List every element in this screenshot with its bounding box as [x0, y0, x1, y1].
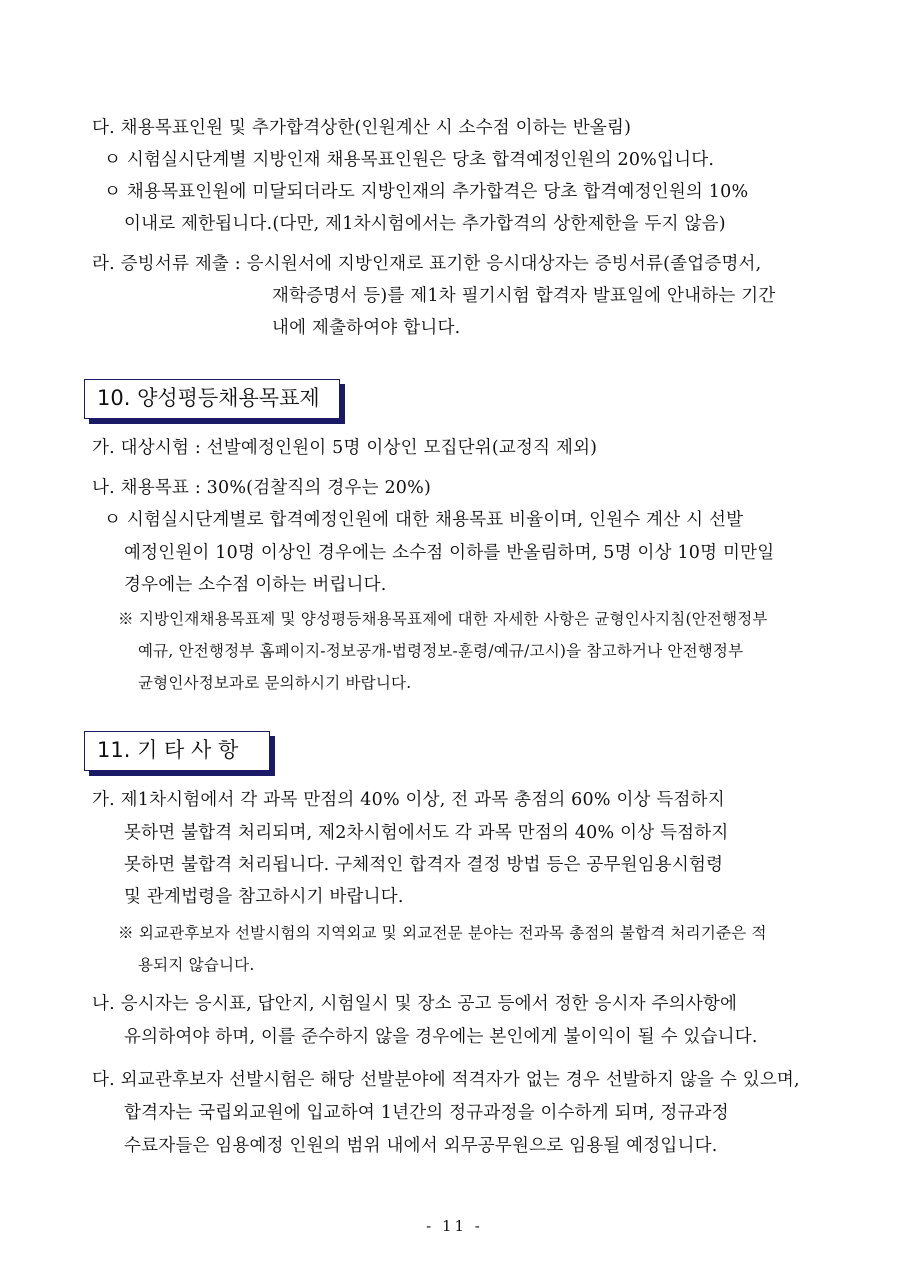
page-number: - 11 -: [426, 1217, 483, 1235]
sec11-note-line-2: 용되지 않습니다.: [138, 956, 255, 974]
sec-ra-line-3: 내에 제출하여야 합니다.: [272, 318, 461, 338]
section-11-heading: 11. 기 타 사 항: [84, 731, 270, 771]
sec-da-bullet-1: ㅇ 시험실시단계별 지방인재 채용목표인원은 당초 합격예정인원의 20%입니다.: [104, 150, 715, 170]
sec10-bullet-line-2: 예정인원이 10명 이상인 경우에는 소수점 이하를 반올림하며, 5명 이상 10명 미만일: [124, 543, 775, 563]
sec-da-title: 다. 채용목표인원 및 추가합격상한(인원계산 시 소수점 이하는 반올림): [92, 118, 632, 138]
sec11-ga-line-3: 못하면 불합격 처리됩니다. 구체적인 합격자 결정 방법 등은 공무원임용시험령: [124, 855, 724, 875]
sec11-da-line-3: 수료자들은 임용예정 인원의 범위 내에서 외무공무원으로 임용될 예정입니다.: [124, 1136, 718, 1156]
sec-ra-line-2: 재학증명서 등)를 제1차 필기시험 합격자 발표일에 안내하는 기간: [272, 286, 776, 306]
sec11-note-line-1: ※ 외교관후보자 선발시험의 지역외교 및 외교전문 분야는 전과목 총점의 불합격 처리기준은 적: [118, 924, 767, 942]
sec11-ga-line-2: 못하면 불합격 처리되며, 제2차시험에서도 각 과목 만점의 40% 이상 득점하지: [124, 823, 729, 843]
sec11-da-line-2: 합격자는 국립외교원에 입교하여 1년간의 정규과정을 이수하게 되며, 정규과정: [124, 1103, 729, 1123]
sec11-ga-line-4: 및 관계법령을 참고하시기 바랍니다.: [124, 887, 404, 907]
sec-da-bullet-2-line-1: ㅇ 채용목표인원에 미달되더라도 지방인재의 추가합격은 당초 합격예정인원의 10%: [104, 182, 749, 202]
sec10-note-line-2: 예규, 안전행정부 홈페이지-정보공개-법령정보-훈령/예규/고시)을 참고하거나 안전행정부: [138, 642, 744, 660]
sec11-da-line-1: 다. 외교관후보자 선발시험은 해당 선발분야에 적격자가 없는 경우 선발하지 않을 수 있으며,: [92, 1070, 800, 1090]
sec11-na-line-2: 유의하여야 하며, 이를 준수하지 않을 경우에는 본인에게 불이익이 될 수 있습니다.: [124, 1027, 758, 1047]
sec10-note-line-1: ※ 지방인재채용목표제 및 양성평등채용목표제에 대한 자세한 사항은 균형인사지침(안전행정부: [118, 610, 768, 628]
sec10-bullet-line-3: 경우에는 소수점 이하는 버립니다.: [124, 575, 387, 595]
sec-ra-line-1: 라. 증빙서류 제출 : 응시원서에 지방인재로 표기한 응시대상자는 증빙서류(졸업증명서,: [92, 254, 762, 274]
sec-da-bullet-2-line-2: 이내로 제한됩니다.(다만, 제1차시험에서는 추가합격의 상한제한을 두지 않음): [124, 214, 726, 234]
sec10-ga: 가. 대상시험 : 선발예정인원이 5명 이상인 모집단위(교정직 제외): [92, 438, 598, 458]
section-10-heading: 10. 양성평등채용목표제: [84, 379, 340, 419]
sec11-na-line-1: 나. 응시자는 응시표, 답안지, 시험일시 및 장소 공고 등에서 정한 응시자 주의사항에: [92, 994, 738, 1014]
sec10-bullet-line-1: ㅇ 시험실시단계별로 합격예정인원에 대한 채용목표 비율이며, 인원수 계산 시 선발: [104, 510, 744, 530]
sec11-ga-line-1: 가. 제1차시험에서 각 과목 만점의 40% 이상, 전 과목 총점의 60% 이상 득점하지: [92, 790, 725, 810]
sec10-note-line-3: 균형인사정보과로 문의하시기 바랍니다.: [138, 674, 412, 692]
sec10-na: 나. 채용목표 : 30%(검찰직의 경우는 20%): [92, 478, 431, 498]
